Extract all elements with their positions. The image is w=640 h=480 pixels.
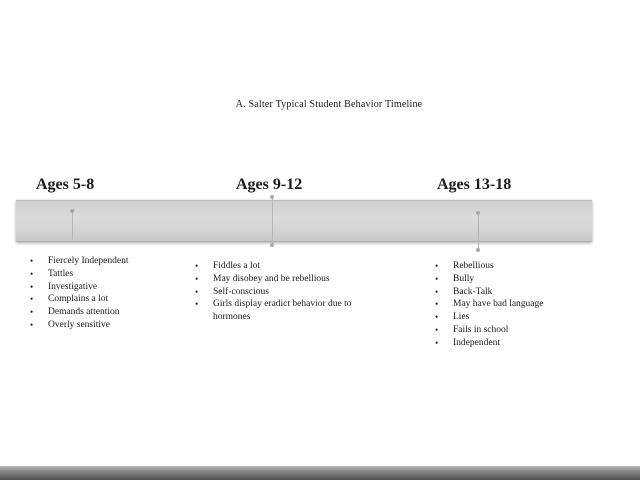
timeline-marker-5-8 <box>72 211 73 240</box>
list-item: • Rebellious <box>435 260 545 273</box>
list-item: • Girls display eradict behavior due to hormones <box>195 298 355 324</box>
timeline-marker-9-12 <box>272 199 273 245</box>
age-label-13-18: Ages 13-18 <box>437 176 512 193</box>
list-item: • Lies <box>435 311 545 324</box>
list-item: • Self-conscious <box>195 286 355 299</box>
list-item: • Complains a lot <box>30 293 150 306</box>
behavior-list-9-12 <box>195 260 355 324</box>
footer-bar <box>0 466 640 480</box>
list-item: • Tattles <box>30 268 150 281</box>
list-item: • Independent <box>435 337 545 350</box>
list-item: • May have bad language <box>435 298 545 311</box>
age-label-9-12: Ages 9-12 <box>236 176 303 193</box>
timeline-dot-9-12-bottom <box>270 243 274 247</box>
list-item: • May disobey and be rebellious <box>195 273 355 286</box>
behavior-list-5-8 <box>30 255 150 332</box>
timeline-marker-13-18 <box>478 213 479 249</box>
list-item: • Fails in school <box>435 324 545 337</box>
age-label-5-8: Ages 5-8 <box>36 176 95 193</box>
timeline-title: A. Salter Typical Student Behavior Timeline <box>235 99 423 110</box>
behavior-list-13-18 <box>435 260 545 350</box>
list-item: • Investigative <box>30 281 150 294</box>
list-item: • Demands attention <box>30 306 150 319</box>
timeline-bar <box>16 200 592 242</box>
timeline-dot-13-18-bottom <box>476 248 480 252</box>
list-item: • Fiercely Independent <box>30 255 150 268</box>
list-item: • Back-Talk <box>435 286 545 299</box>
timeline-dot-5-8 <box>70 209 74 213</box>
list-item: • Bully <box>435 273 545 286</box>
list-item: • Overly sensitive <box>30 319 150 332</box>
list-item: • Fiddles a lot <box>195 260 355 273</box>
